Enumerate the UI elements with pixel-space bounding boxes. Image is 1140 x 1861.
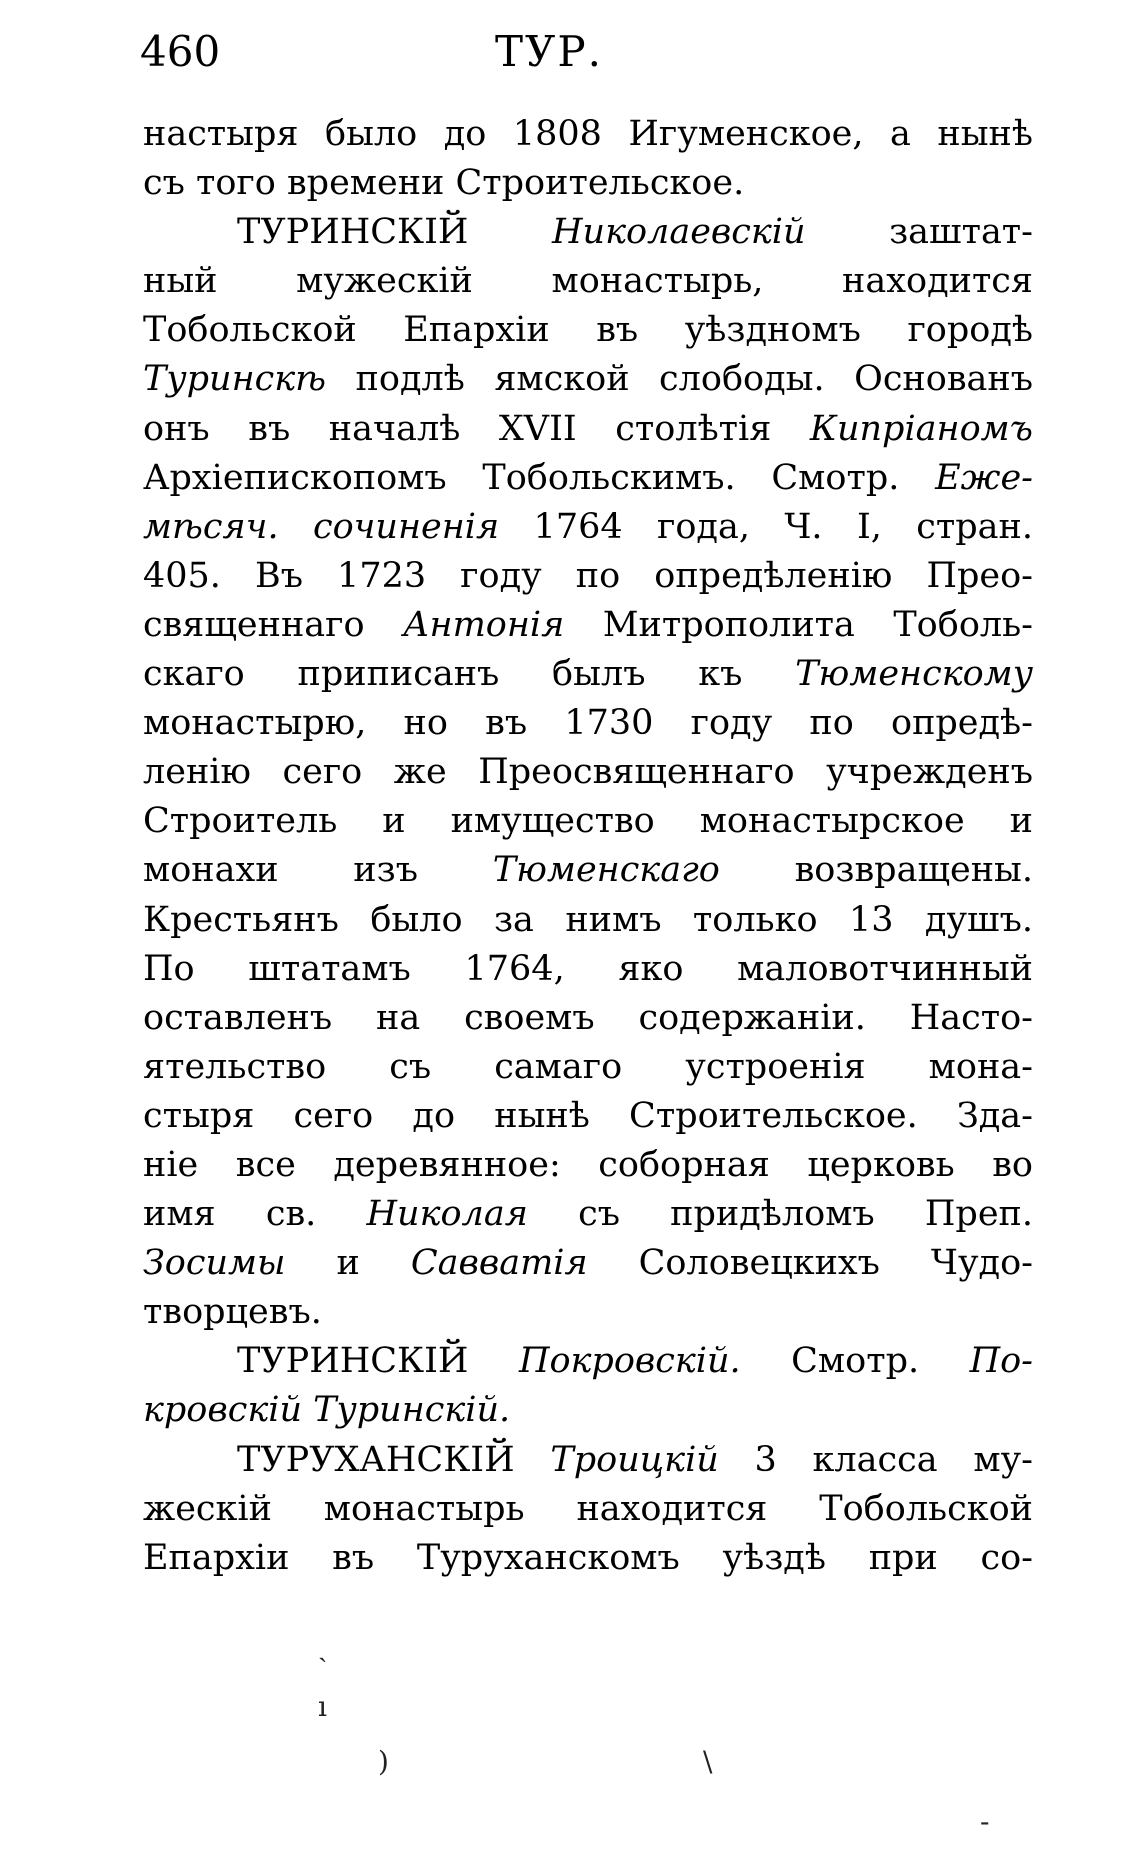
text-line: Туринскѣ подлѣ ямской слободы. Основанъ bbox=[143, 359, 1033, 400]
text-line: 405. Въ 1723 году по опредѣленiю Прео- bbox=[143, 555, 1033, 596]
text-line: священнаго Антонiя Митрополита Тоболь- bbox=[143, 604, 1034, 645]
entry-headword: ТУРУХАНСКIЙ bbox=[237, 1439, 551, 1480]
text-line: ленiю сего же Преосвященнаго учрежденъ bbox=[143, 752, 1033, 793]
entry-epithet: Николаевскiй bbox=[552, 212, 806, 253]
entry-heading-line: ТУРУХАНСКIЙ Троицкiй 3 класса му- bbox=[237, 1439, 1033, 1480]
text-line: съ того времени Строительское. bbox=[143, 163, 745, 204]
entry-epithet: Покровскiй. bbox=[518, 1341, 741, 1382]
text-line: Тобольской Епархiи въ уѣздномъ городѣ bbox=[143, 310, 1033, 351]
page-number: 460 bbox=[140, 27, 221, 76]
entry-heading-line: ТУРИНСКIЙ Николаевскiй заштат- bbox=[237, 212, 1033, 253]
text-line: жескiй монастырь находится Тобольской bbox=[143, 1488, 1033, 1529]
running-head: ТУР. bbox=[495, 27, 603, 76]
text-line: Архiепископомъ Тобольскимъ. Смотр. Еже- bbox=[143, 457, 1033, 498]
entry-headword: ТУРИНСКIЙ bbox=[237, 1341, 519, 1382]
text-line: нiе все деревянное: соборная церковь во bbox=[143, 1144, 1033, 1185]
text-line: Строитель и имущество монастырское и bbox=[143, 801, 1033, 842]
body-text bbox=[143, 110, 1033, 1583]
text-line: Зосимы и Савватiя Соловецкихъ Чудо- bbox=[143, 1243, 1033, 1284]
scan-mark: ˎ bbox=[318, 1630, 328, 1663]
entry-epithet: Троицкiй bbox=[550, 1439, 719, 1480]
scan-mark: - bbox=[980, 1805, 990, 1838]
text-line: ятельство съ самаго устроенiя мона- bbox=[143, 1046, 1033, 1087]
text-line: творцевъ. bbox=[143, 1292, 322, 1333]
scan-mark: ) bbox=[378, 1745, 389, 1778]
text-line: оставленъ на своемъ содержанiи. Насто- bbox=[143, 997, 1033, 1038]
text-line: Крестьянъ было за нимъ только 13 душъ. bbox=[143, 899, 1033, 940]
text-line: онъ въ началѣ XVII столѣтiя Кипрiаномъ bbox=[143, 408, 1033, 449]
scan-mark: ı bbox=[318, 1690, 327, 1723]
text-line: Епархiи въ Туруханскомъ уѣздѣ при со- bbox=[143, 1537, 1033, 1578]
text-line: имя св. Николая съ придѣломъ Преп. bbox=[143, 1194, 1033, 1235]
text-line: настыря было до 1808 Игуменское, а нынѣ bbox=[143, 114, 1033, 154]
text-line: скаго приписанъ былъ къ Тюменскому bbox=[143, 654, 1033, 695]
text-line: По штатамъ 1764, яко маловотчинный bbox=[143, 948, 1033, 989]
scan-mark: \ bbox=[703, 1745, 713, 1778]
text-line: стыря сего до нынѣ Строительское. Зда- bbox=[143, 1095, 1033, 1136]
entry-headword: ТУРИНСКIЙ bbox=[237, 212, 553, 253]
page-header bbox=[140, 18, 1040, 88]
text-line: ный мужескiй монастырь, находится bbox=[143, 261, 1033, 302]
text-line: мѣсяч. сочиненiя 1764 года, Ч. I, стран. bbox=[143, 506, 1033, 547]
text-line: монастырю, но въ 1730 году по опредѣ- bbox=[143, 703, 1033, 744]
text-line: кровскiй Туринскiй. bbox=[143, 1390, 511, 1431]
entry-heading-line: ТУРИНСКIЙ Покровскiй. Смотр. По- bbox=[237, 1341, 1033, 1382]
text-line: монахи изъ Тюменскаго возвращены. bbox=[143, 850, 1034, 891]
